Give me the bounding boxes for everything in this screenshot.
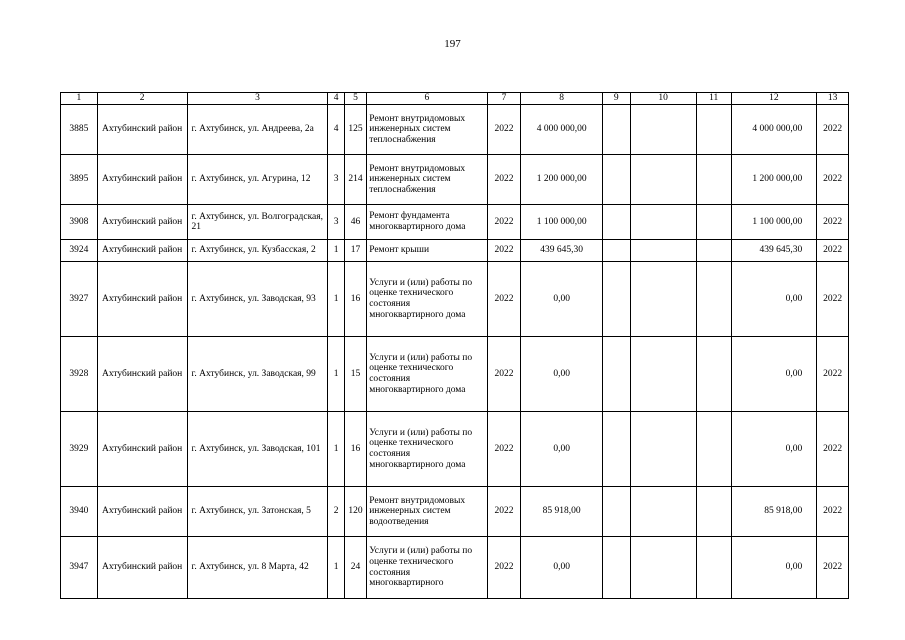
cell-col9 xyxy=(602,205,630,240)
table-header xyxy=(61,93,849,105)
column-header-7: 7 xyxy=(487,93,521,105)
cell-col11 xyxy=(696,205,731,240)
cell-address: г. Ахтубинск, ул. Андреева, 2а xyxy=(187,105,328,155)
cell-col5: 17 xyxy=(344,240,366,262)
cell-col4: 1 xyxy=(328,412,344,487)
cell-col13: 2022 xyxy=(817,105,849,155)
cell-work-type: Услуги и (или) работы по оценке технического состояния многоквартирного xyxy=(367,537,487,599)
cell-id: 3928 xyxy=(61,337,98,412)
cell-amount-total: 0,00 xyxy=(731,337,817,412)
cell-col11 xyxy=(696,337,731,412)
cell-district: Ахтубинский район xyxy=(97,240,187,262)
cell-id: 3885 xyxy=(61,105,98,155)
cell-work-type: Услуги и (или) работы по оценке технического состояния многоквартирного дома xyxy=(367,412,487,487)
cell-amount-total: 0,00 xyxy=(731,412,817,487)
cell-year: 2022 xyxy=(487,262,521,337)
cell-col10 xyxy=(630,337,696,412)
cell-address: г. Ахтубинск, ул. Затонская, 5 xyxy=(187,487,328,537)
cell-year: 2022 xyxy=(487,105,521,155)
cell-col13: 2022 xyxy=(817,262,849,337)
cell-district: Ахтубинский район xyxy=(97,412,187,487)
cell-col5: 24 xyxy=(344,537,366,599)
cell-amount: 4 000 000,00 xyxy=(521,105,603,155)
cell-address: г. Ахтубинск, ул. Кузбасская, 2 xyxy=(187,240,328,262)
cell-col4: 1 xyxy=(328,240,344,262)
cell-amount: 0,00 xyxy=(521,412,603,487)
cell-address: г. Ахтубинск, ул. Заводская, 99 xyxy=(187,337,328,412)
cell-work-type: Услуги и (или) работы по оценке технического состояния многоквартирного дома xyxy=(367,337,487,412)
cell-col13: 2022 xyxy=(817,537,849,599)
cell-col4: 1 xyxy=(328,537,344,599)
cell-col5: 16 xyxy=(344,412,366,487)
cell-col9 xyxy=(602,105,630,155)
cell-id: 3908 xyxy=(61,205,98,240)
cell-col5: 46 xyxy=(344,205,366,240)
cell-address: г. Ахтубинск, ул. Заводская, 101 xyxy=(187,412,328,487)
table-row xyxy=(61,205,849,240)
cell-amount: 0,00 xyxy=(521,537,603,599)
table-row xyxy=(61,155,849,205)
cell-amount-total: 0,00 xyxy=(731,537,817,599)
cell-col10 xyxy=(630,240,696,262)
table-row xyxy=(61,240,849,262)
column-header-13: 13 xyxy=(817,93,849,105)
cell-col13: 2022 xyxy=(817,412,849,487)
column-header-6: 6 xyxy=(367,93,487,105)
cell-address: г. Ахтубинск, ул. Волгоградская, 21 xyxy=(187,205,328,240)
cell-col9 xyxy=(602,240,630,262)
column-header-2: 2 xyxy=(97,93,187,105)
cell-amount-total: 85 918,00 xyxy=(731,487,817,537)
column-header-10: 10 xyxy=(630,93,696,105)
cell-amount-total: 0,00 xyxy=(731,262,817,337)
cell-amount-total: 1 200 000,00 xyxy=(731,155,817,205)
cell-amount: 0,00 xyxy=(521,262,603,337)
cell-col13: 2022 xyxy=(817,337,849,412)
cell-address: г. Ахтубинск, ул. 8 Марта, 42 xyxy=(187,537,328,599)
cell-id: 3940 xyxy=(61,487,98,537)
cell-id: 3895 xyxy=(61,155,98,205)
cell-col11 xyxy=(696,262,731,337)
cell-work-type: Ремонт внутридомовых инженерных систем водоотведения xyxy=(367,487,487,537)
cell-col10 xyxy=(630,105,696,155)
cell-year: 2022 xyxy=(487,240,521,262)
cell-col11 xyxy=(696,487,731,537)
table-row xyxy=(61,487,849,537)
cell-col4: 1 xyxy=(328,262,344,337)
cell-id: 3947 xyxy=(61,537,98,599)
cell-col9 xyxy=(602,337,630,412)
cell-col11 xyxy=(696,412,731,487)
table-row xyxy=(61,412,849,487)
column-header-11: 11 xyxy=(696,93,731,105)
table-row xyxy=(61,262,849,337)
registry-table xyxy=(60,92,849,599)
cell-id: 3924 xyxy=(61,240,98,262)
cell-amount-total: 1 100 000,00 xyxy=(731,205,817,240)
cell-col4: 2 xyxy=(328,487,344,537)
column-header-9: 9 xyxy=(602,93,630,105)
cell-address: г. Ахтубинск, ул. Агурина, 12 xyxy=(187,155,328,205)
cell-year: 2022 xyxy=(487,537,521,599)
cell-work-type: Ремонт фундамента многоквартирного дома xyxy=(367,205,487,240)
cell-col9 xyxy=(602,487,630,537)
cell-col9 xyxy=(602,412,630,487)
cell-col10 xyxy=(630,412,696,487)
cell-col13: 2022 xyxy=(817,487,849,537)
cell-amount: 1 200 000,00 xyxy=(521,155,603,205)
cell-year: 2022 xyxy=(487,487,521,537)
cell-col10 xyxy=(630,487,696,537)
cell-col4: 3 xyxy=(328,155,344,205)
column-header-5: 5 xyxy=(344,93,366,105)
cell-col10 xyxy=(630,262,696,337)
cell-amount: 439 645,30 xyxy=(521,240,603,262)
cell-amount-total: 439 645,30 xyxy=(731,240,817,262)
cell-col13: 2022 xyxy=(817,155,849,205)
cell-amount: 1 100 000,00 xyxy=(521,205,603,240)
column-header-12: 12 xyxy=(731,93,817,105)
cell-amount-total: 4 000 000,00 xyxy=(731,105,817,155)
cell-col9 xyxy=(602,155,630,205)
cell-year: 2022 xyxy=(487,205,521,240)
cell-col9 xyxy=(602,262,630,337)
cell-work-type: Ремонт внутридомовых инженерных систем теплоснабжения xyxy=(367,155,487,205)
column-header-8: 8 xyxy=(521,93,603,105)
cell-col5: 214 xyxy=(344,155,366,205)
cell-district: Ахтубинский район xyxy=(97,262,187,337)
cell-address: г. Ахтубинск, ул. Заводская, 93 xyxy=(187,262,328,337)
cell-col4: 1 xyxy=(328,337,344,412)
cell-district: Ахтубинский район xyxy=(97,105,187,155)
cell-year: 2022 xyxy=(487,337,521,412)
cell-col9 xyxy=(602,537,630,599)
header-row xyxy=(61,93,849,105)
cell-col13: 2022 xyxy=(817,205,849,240)
cell-district: Ахтубинский район xyxy=(97,205,187,240)
cell-work-type: Услуги и (или) работы по оценке технического состояния многоквартирного дома xyxy=(367,262,487,337)
cell-amount: 0,00 xyxy=(521,337,603,412)
cell-id: 3927 xyxy=(61,262,98,337)
cell-district: Ахтубинский район xyxy=(97,337,187,412)
cell-col11 xyxy=(696,537,731,599)
cell-col10 xyxy=(630,155,696,205)
cell-district: Ахтубинский район xyxy=(97,537,187,599)
cell-year: 2022 xyxy=(487,155,521,205)
cell-work-type: Ремонт внутридомовых инженерных систем теплоснабжения xyxy=(367,105,487,155)
cell-work-type: Ремонт крыши xyxy=(367,240,487,262)
cell-amount: 85 918,00 xyxy=(521,487,603,537)
table-row xyxy=(61,537,849,599)
cell-col10 xyxy=(630,537,696,599)
cell-col4: 3 xyxy=(328,205,344,240)
column-header-4: 4 xyxy=(328,93,344,105)
cell-col11 xyxy=(696,240,731,262)
cell-year: 2022 xyxy=(487,412,521,487)
table-row xyxy=(61,337,849,412)
cell-district: Ахтубинский район xyxy=(97,487,187,537)
cell-col4: 4 xyxy=(328,105,344,155)
cell-col5: 125 xyxy=(344,105,366,155)
cell-district: Ахтубинский район xyxy=(97,155,187,205)
table-row xyxy=(61,105,849,155)
cell-col5: 15 xyxy=(344,337,366,412)
cell-col5: 16 xyxy=(344,262,366,337)
page-number: 197 xyxy=(444,38,461,50)
cell-col11 xyxy=(696,155,731,205)
cell-col13: 2022 xyxy=(817,240,849,262)
cell-id: 3929 xyxy=(61,412,98,487)
column-header-3: 3 xyxy=(187,93,328,105)
cell-col10 xyxy=(630,205,696,240)
cell-col5: 120 xyxy=(344,487,366,537)
column-header-1: 1 xyxy=(61,93,98,105)
table-body xyxy=(61,105,849,599)
cell-col11 xyxy=(696,105,731,155)
